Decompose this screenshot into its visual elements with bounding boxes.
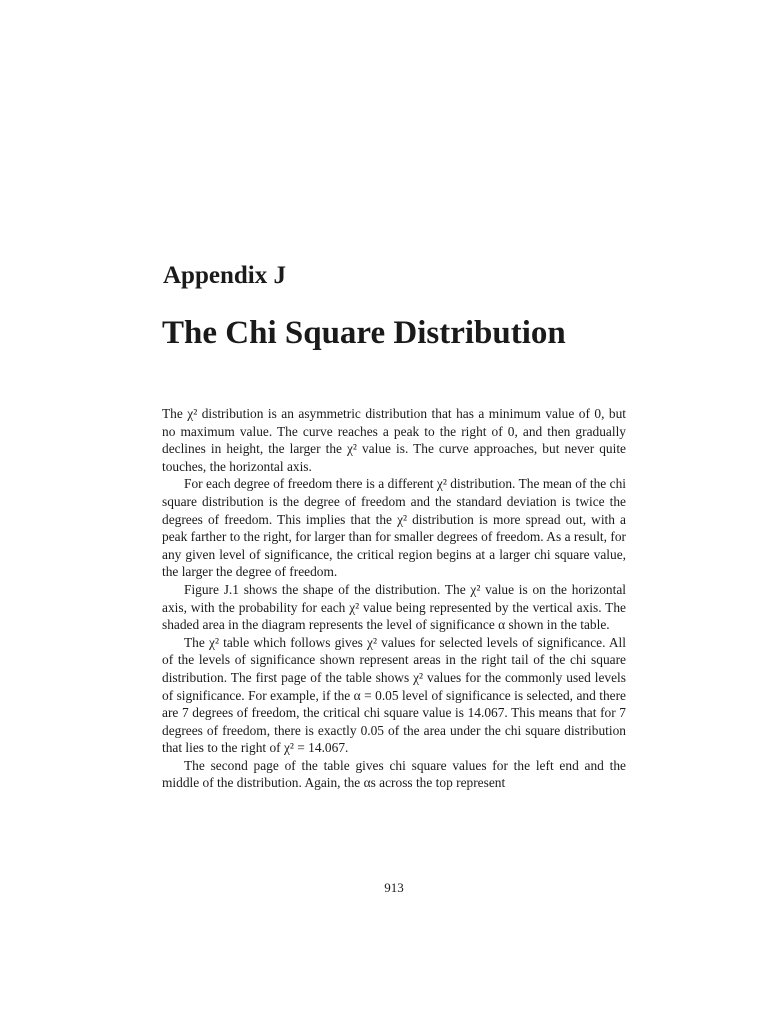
paragraph-2: For each degree of freedom there is a different χ² distribution. The mean of the chi square distribution is the degree of freedom and the standard deviation is twice the degrees of freedom. This implies that the χ² distribution is more spread out, with a peak farther to the right, for larger than for smaller degrees of freedom. As a result, for any given level of significance, the critical region begins at a larger chi square value, the larger the degree of freedom. xyxy=(162,476,626,580)
paragraph-3: Figure J.1 shows the shape of the distribution. The χ² value is on the horizontal axis, with the probability for each χ² value being represented by the vertical axis. The shaded area in the diagram represents the level of significance α shown in the table. xyxy=(162,581,626,633)
paragraph-4: The χ² table which follows gives χ² values for selected levels of significance. All of the levels of significance shown represent areas in the right tail of the chi square distribution. The first page of the table shows χ² values for the commonly used levels of significance. For example, if the α = 0.05 level of significance is selected, and there are 7 degrees of freedom, the critical chi square value is 14.067. This means that for 7 degrees of freedom, there is exactly 0.05 of the area under the chi square distribution that lies to the right of χ² = 14.067. xyxy=(162,634,626,756)
paragraph-5: The second page of the table gives chi square values for the left end and the middle of the distribution. Again, the αs across the top represent xyxy=(162,757,626,791)
body-text xyxy=(162,405,626,792)
chapter-label: Appendix J xyxy=(163,262,286,289)
page-number: 913 xyxy=(384,880,404,895)
paragraph-1: The χ² distribution is an asymmetric distribution that has a minimum value of 0, but no maximum value. The curve reaches a peak to the right of 0, and then gradually declines in height, the larger the χ² value is. The curve approaches, but never quite touches, the horizontal axis. xyxy=(162,406,626,474)
chapter-title: The Chi Square Distribution xyxy=(162,315,566,351)
